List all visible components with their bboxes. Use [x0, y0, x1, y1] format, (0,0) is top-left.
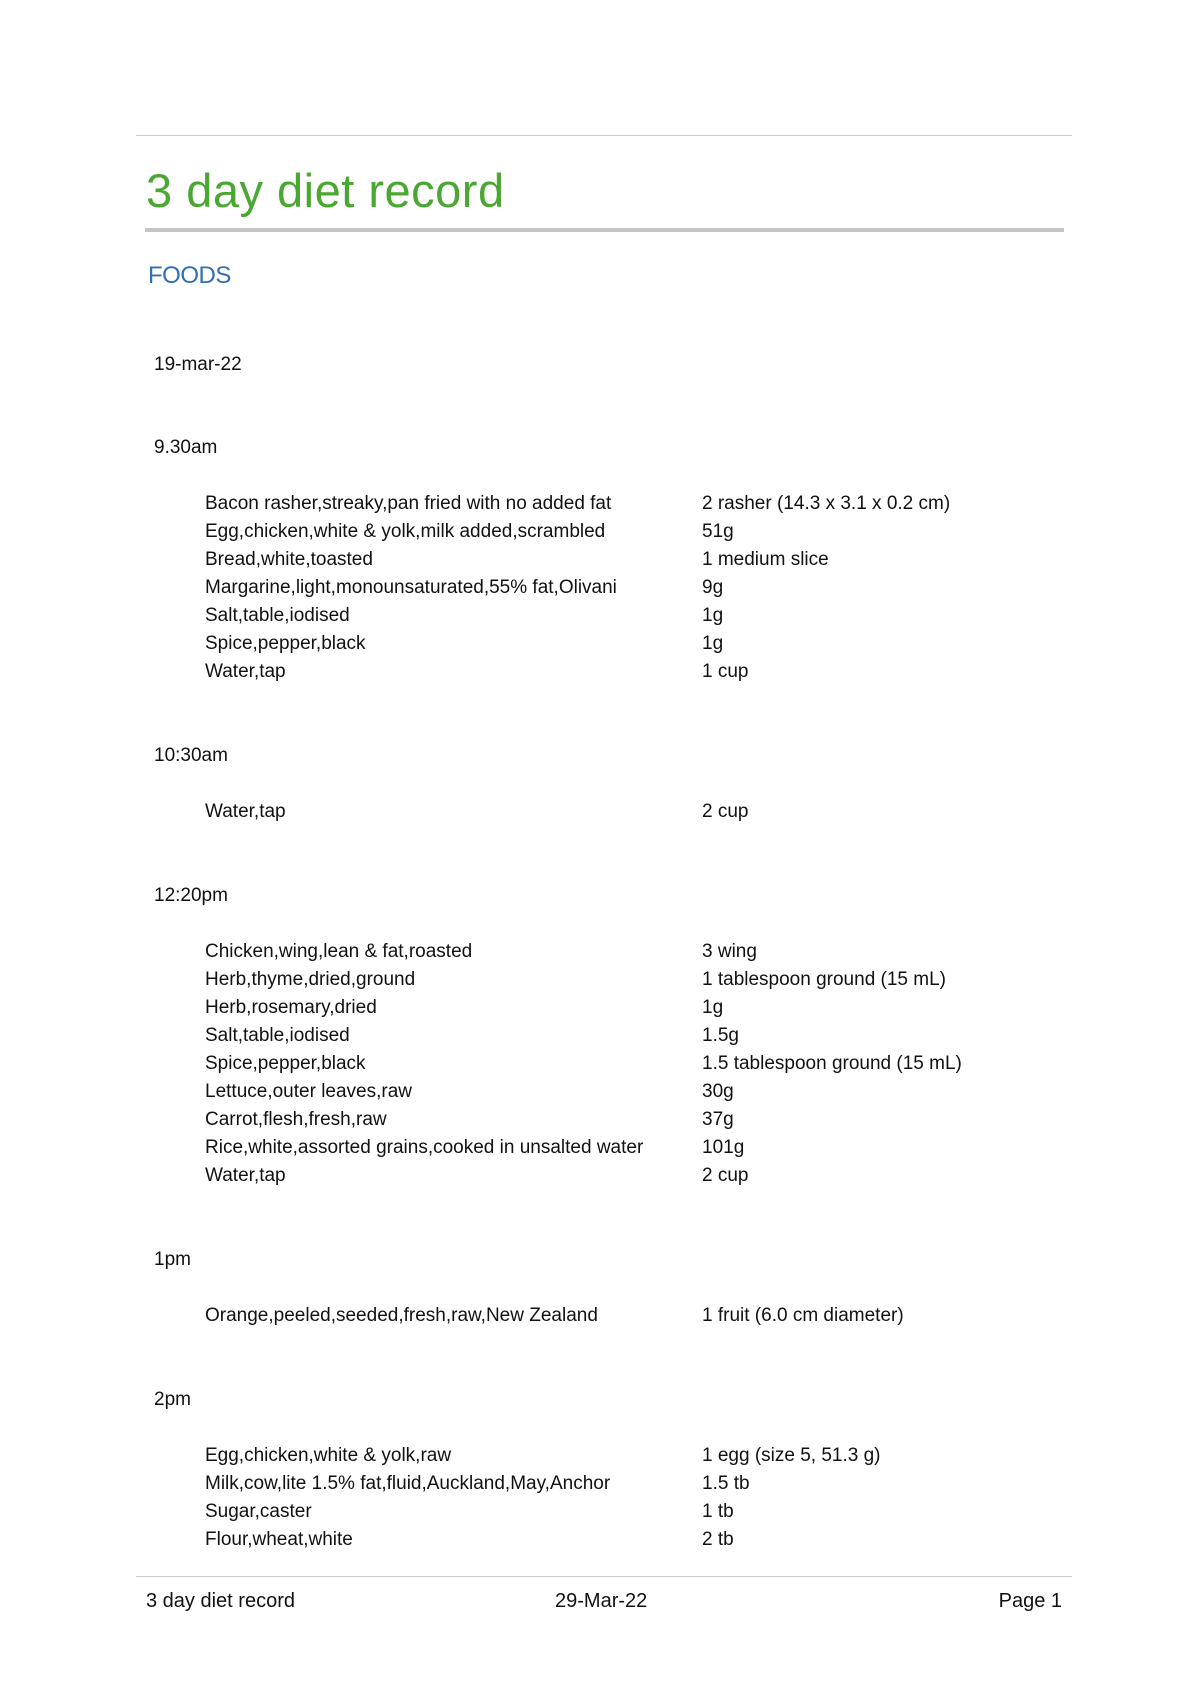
- section-heading: FOODS: [148, 262, 231, 289]
- food-entry: [154, 994, 1084, 1022]
- food-name: Herb,thyme,dried,ground: [205, 969, 416, 990]
- document-title: 3 day diet record: [146, 164, 505, 217]
- food-name: Margarine,light,monounsaturated,55% fat,Olivani: [205, 577, 617, 598]
- meal-list: [154, 434, 1084, 1554]
- food-quantity: 2 tb: [702, 1529, 734, 1550]
- footer-rule: [136, 1576, 1072, 1577]
- meal-time: 2pm: [154, 1389, 191, 1410]
- page-number: Page 1: [998, 1590, 1062, 1612]
- food-quantity: 9g: [702, 577, 724, 598]
- food-quantity: 2 cup: [702, 801, 749, 822]
- food-entry: [154, 574, 1084, 602]
- food-entry: [154, 602, 1084, 630]
- food-quantity: 1 cup: [702, 661, 749, 682]
- food-name: Salt,table,iodised: [205, 1025, 350, 1046]
- meal-time: 10:30am: [154, 745, 228, 766]
- food-quantity: 1 egg (size 5, 51.3 g): [702, 1445, 881, 1466]
- food-entry: [154, 1470, 1084, 1498]
- food-quantity: 2 rasher (14.3 x 3.1 x 0.2 cm): [702, 493, 951, 514]
- food-quantity: 30g: [702, 1081, 734, 1102]
- top-rule: [136, 135, 1072, 136]
- food-name: Spice,pepper,black: [205, 633, 366, 654]
- food-quantity: 51g: [702, 521, 734, 542]
- food-quantity: 1.5g: [702, 1025, 739, 1046]
- food-quantity: 1g: [702, 605, 724, 626]
- food-name: Egg,chicken,white & yolk,milk added,scrambled: [205, 521, 606, 542]
- food-quantity: 1 medium slice: [702, 549, 829, 570]
- food-name: Spice,pepper,black: [205, 1053, 366, 1074]
- food-name: Water,tap: [205, 1165, 286, 1186]
- food-quantity: 1g: [702, 633, 724, 654]
- title-underline: [145, 228, 1064, 232]
- food-name: Carrot,flesh,fresh,raw: [205, 1109, 387, 1130]
- food-entry: [154, 518, 1084, 546]
- food-entry: [154, 1134, 1084, 1162]
- food-quantity: 3 wing: [702, 941, 757, 962]
- meal-block: [154, 434, 1084, 686]
- food-name: Orange,peeled,seeded,fresh,raw,New Zealand: [205, 1305, 598, 1326]
- food-quantity: 101g: [702, 1137, 745, 1158]
- diet-record-body: [154, 351, 1084, 1610]
- meal-block: [154, 1246, 1084, 1330]
- food-quantity: 1g: [702, 997, 724, 1018]
- meal-time: 9.30am: [154, 437, 218, 458]
- food-entry: [154, 938, 1084, 966]
- food-name: Water,tap: [205, 661, 286, 682]
- food-entry: [154, 1526, 1084, 1554]
- food-entry: [154, 1442, 1084, 1470]
- food-entry: [154, 1162, 1084, 1190]
- food-entry: [154, 1050, 1084, 1078]
- food-name: Rice,white,assorted grains,cooked in unsalted water: [205, 1137, 644, 1158]
- food-entry: [154, 798, 1084, 826]
- food-quantity: 37g: [702, 1109, 734, 1130]
- food-name: Herb,rosemary,dried: [205, 997, 377, 1018]
- food-entry: [154, 1302, 1084, 1330]
- footer-title: 3 day diet record: [146, 1590, 295, 1612]
- record-date: 19-mar-22: [154, 354, 242, 375]
- food-quantity: 1.5 tb: [702, 1473, 750, 1494]
- food-name: Egg,chicken,white & yolk,raw: [205, 1445, 452, 1466]
- food-quantity: 1 fruit (6.0 cm diameter): [702, 1305, 904, 1326]
- food-name: Chicken,wing,lean & fat,roasted: [205, 941, 473, 962]
- food-name: Salt,table,iodised: [205, 605, 350, 626]
- meal-block: [154, 882, 1084, 1190]
- food-name: Lettuce,outer leaves,raw: [205, 1081, 413, 1102]
- food-entry: [154, 490, 1084, 518]
- food-entry: [154, 630, 1084, 658]
- food-entry: [154, 658, 1084, 686]
- food-quantity: 1 tb: [702, 1501, 734, 1522]
- meal-time: 1pm: [154, 1249, 191, 1270]
- food-name: Water,tap: [205, 801, 286, 822]
- meal-block: [154, 742, 1084, 826]
- food-entry: [154, 1078, 1084, 1106]
- food-entry: [154, 546, 1084, 574]
- food-quantity: 1 tablespoon ground (15 mL): [702, 969, 946, 990]
- food-entry: [154, 1106, 1084, 1134]
- food-entry: [154, 1022, 1084, 1050]
- food-name: Bacon rasher,streaky,pan fried with no added fat: [205, 493, 612, 514]
- meal-block: [154, 1386, 1084, 1554]
- meal-time: 12:20pm: [154, 885, 228, 906]
- food-entry: [154, 966, 1084, 994]
- food-quantity: 2 cup: [702, 1165, 749, 1186]
- food-quantity: 1.5 tablespoon ground (15 mL): [702, 1053, 962, 1074]
- footer-date: 29-Mar-22: [555, 1590, 648, 1612]
- food-name: Sugar,caster: [205, 1501, 312, 1522]
- food-name: Milk,cow,lite 1.5% fat,fluid,Auckland,May,Anchor: [205, 1473, 611, 1494]
- food-entry: [154, 1498, 1084, 1526]
- food-name: Flour,wheat,white: [205, 1529, 353, 1550]
- food-name: Bread,white,toasted: [205, 549, 373, 570]
